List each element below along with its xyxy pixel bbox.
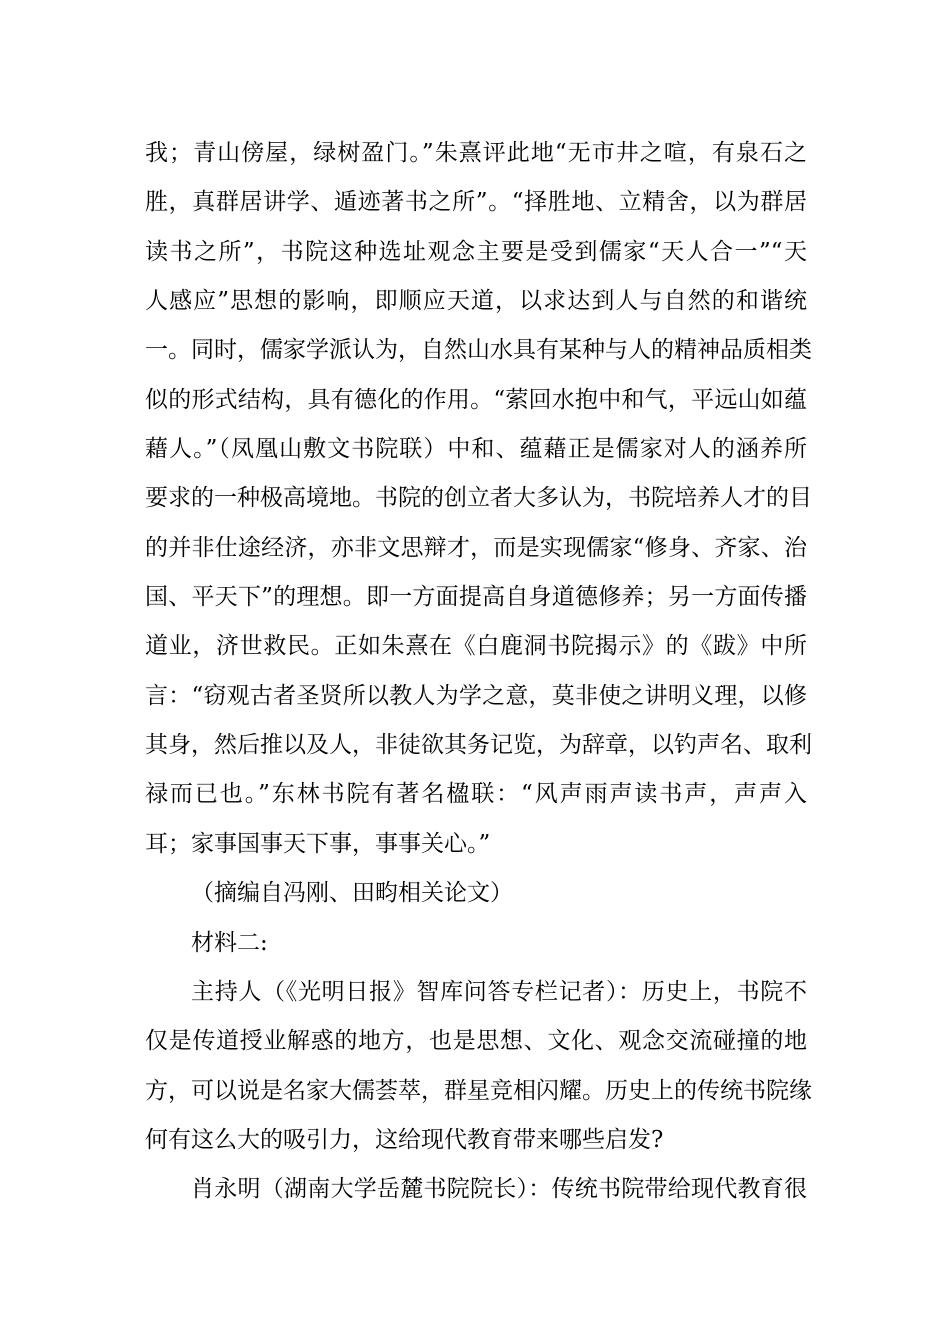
text-line: 主持人（《光明日报》智库问答专栏记者）：历史上，书院不 <box>191 978 807 1005</box>
text-line: 何有这么大的吸引力，这给现代教育带来哪些启发? <box>145 1126 664 1153</box>
text-line: 的并非仕途经济，亦非文思辩才，而是实现儒家“修身、齐家、治 <box>145 534 807 561</box>
text-line: 似的形式结构，具有德化的作用。“萦回水抱中和气，平远山如蕴 <box>145 386 807 413</box>
text-line: 藉人。”（凤凰山敷文书院联）中和、蕴藉正是儒家对人的涵养所 <box>145 436 807 463</box>
text-line: 方，可以说是名家大儒荟萃，群星竞相闪耀。历史上的传统书院缘 <box>145 1077 812 1104</box>
text-line: 胜，真群居讲学、遁迹著书之所”。“择胜地、立精舍，以为群居 <box>145 189 807 216</box>
text-line: 仅是传道授业解惑的地方，也是思想、文化、观念交流碰撞的地 <box>145 1028 807 1055</box>
text-line: 一。同时，儒家学派认为，自然山水具有某种与人的精神品质相类 <box>145 337 812 364</box>
text-line: （摘编自冯刚、田畇相关论文） <box>191 880 513 907</box>
text-line: 言：“窃观古者圣贤所以教人为学之意，莫非使之讲明义理，以修 <box>145 682 807 709</box>
text-line: 禄而已也。”东林书院有著名楹联：“风声雨声读书声，声声入 <box>145 781 807 808</box>
text-line: 我；青山傍屋，绿树盈门。”朱熹评此地“无市井之喧，有泉石之 <box>145 140 807 166</box>
text-line: 读书之所”，书院这种选址观念主要是受到儒家“天人合一”“天 <box>145 238 807 265</box>
text-line: 国、平天下”的理想。即一方面提高自身道德修养；另一方面传播 <box>145 584 807 611</box>
text-line: 耳；家事国事天下事，事事关心。” <box>145 830 491 857</box>
body-text <box>145 129 812 1215</box>
text-line: 道业，济世救民。正如朱熹在《白鹿洞书院揭示》的《跋》中所 <box>145 633 807 660</box>
text-line: 肖永明（湖南大学岳麓书院院长）：传统书院带给现代教育很 <box>191 1176 807 1203</box>
text-line: 材料二: <box>191 929 268 956</box>
text-line: 其身，然后推以及人，非徒欲其务记览，为辞章，以钓声名、取利 <box>145 732 812 759</box>
text-line: 要求的一种极高境地。书院的创立者大多认为，书院培养人才的目 <box>145 485 812 512</box>
text-line: 人感应”思想的影响，即顺应天道，以求达到人与自然的和谐统 <box>145 288 807 315</box>
